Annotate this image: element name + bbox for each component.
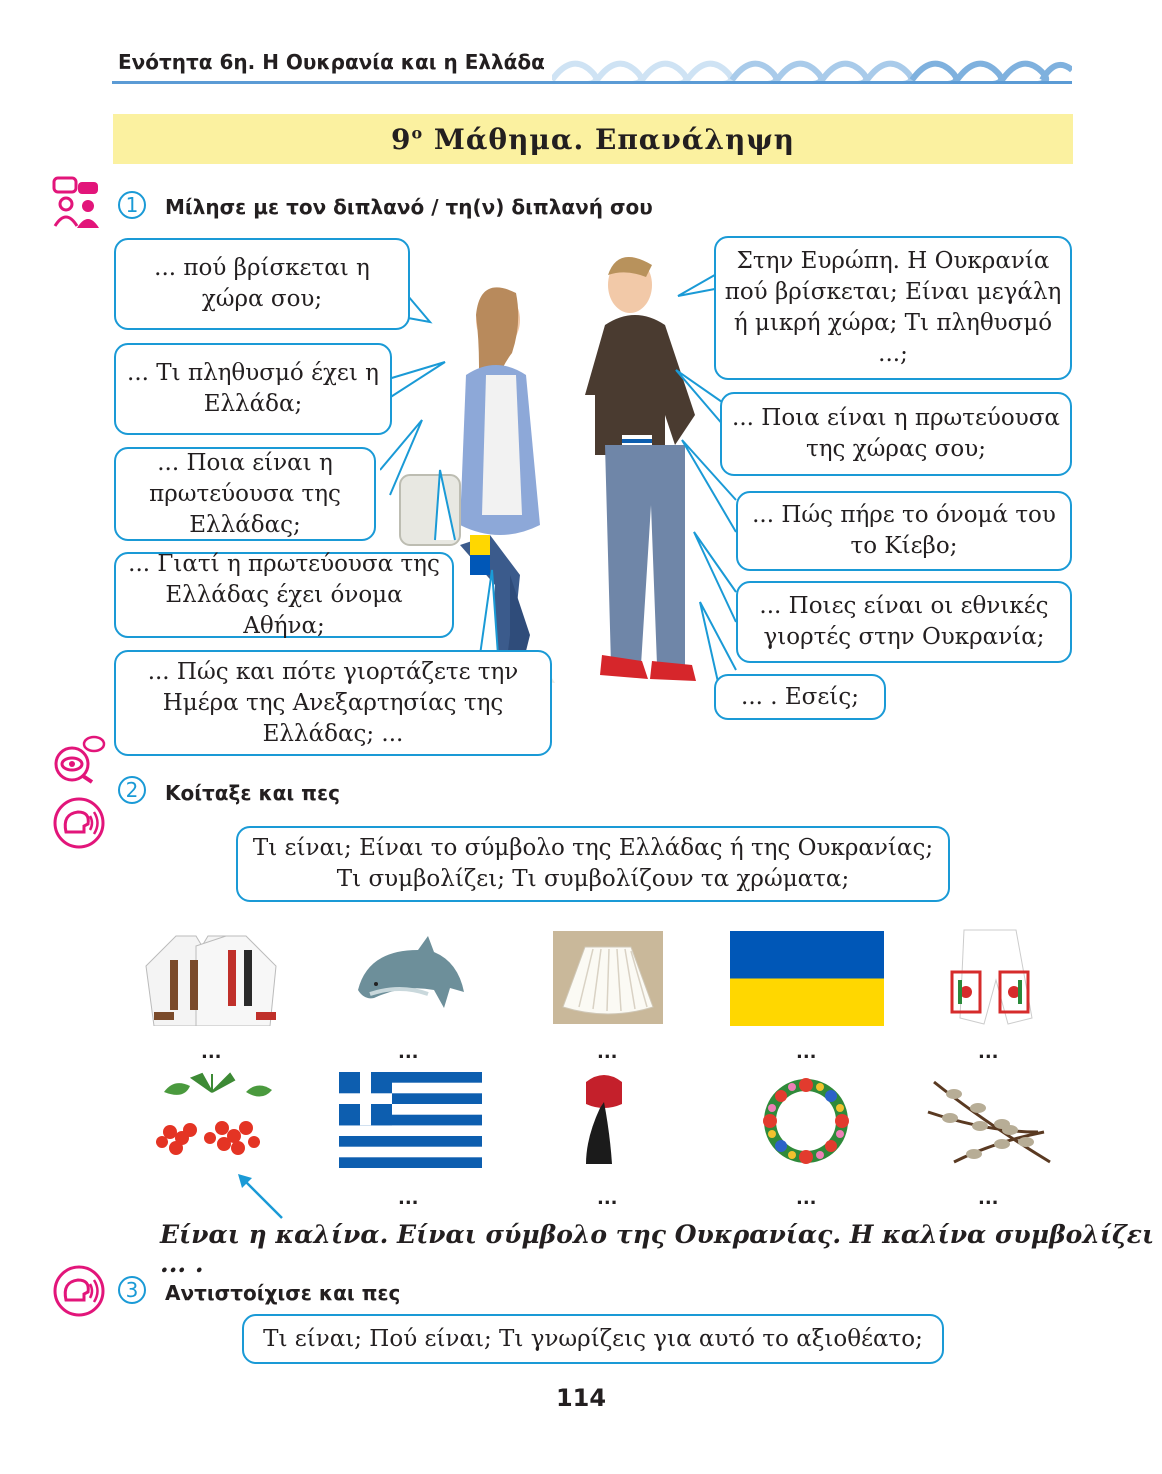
section-header-title: Ενότητα 6η. Η Ουκρανία και η Ελλάδα [118,50,545,74]
girl-bubble-4: ... Γιατί η πρωτεύουσα της Ελλάδας έχει όνομα Αθήνα; [114,552,454,638]
answer-placeholder: ... [398,1042,419,1063]
task-2-label: Κοίταξε και πες [165,781,340,805]
boy-bubble-1: Στην Ευρώπη. Η Ουκρανία πού βρίσκεται; Είναι μεγάλη ή μικρή χώρα; Τι πληθυσμό ...; [714,236,1072,380]
greece-flag-icon [339,1072,482,1168]
boy-bubble-4: ... Ποιες είναι οι εθνικές γιορτές στην Ουκρανία; [736,581,1072,663]
tsarouhi-fez-tassel-icon [574,1072,634,1168]
pointer-arrow-icon [234,1170,286,1222]
lesson-title-band [113,114,1073,164]
embroidered-shirts-icon [140,926,282,1026]
answer-placeholder: ... [978,1188,999,1209]
answer-placeholder: ... [201,1042,222,1063]
answer-placeholder: ... [597,1188,618,1209]
pussy-willow-icon [924,1072,1056,1168]
embroidered-towel-icon [946,928,1034,1026]
boy-bubble-2: ... Ποια είναι η πρωτεύουσα της χώρας σου; [720,392,1072,476]
task-2-prompt-line-1: Τι είναι; Είναι το σύμβολο της Ελλάδας ή της Ουκρανίας; [252,835,934,861]
speak-icon [52,796,106,850]
dolphin-icon [350,930,468,1022]
answer-placeholder: ... [796,1188,817,1209]
task-1-label: Μίλησε με τον διπλανό / τη(ν) διπλανή σου [165,195,653,219]
girl-bubble-2: ... Τι πληθυσμό έχει η Ελλάδα; [114,343,392,435]
answer-placeholder: ... [978,1042,999,1063]
look-icon [52,734,108,784]
example-sentence: Είναι η καλίνα. Είναι σύμβολο της Ουκρανίας. Η καλίνα συμβολίζει ... . [160,1220,1155,1278]
boy-bubble-5: ... . Εσείς; [714,674,886,720]
task-3-label: Αντιστοίχισε και πες [165,1281,401,1305]
fustanella-skirt-icon [553,931,663,1024]
answer-placeholder: ... [398,1188,419,1209]
task-1-number: 1 [118,191,146,219]
wave-ornament-icon [552,46,1072,84]
task-2-number: 2 [118,776,146,804]
speak-icon [52,1264,106,1318]
page-number: 114 [555,1384,607,1412]
task-2-prompt-bubble [236,826,950,902]
header-rule [112,81,1072,84]
lesson-title: $9^o$ Μάθημα. Επανάληψη [390,122,796,156]
answer-placeholder: ... [796,1042,817,1063]
ukraine-flag-icon [730,931,884,1026]
answer-placeholder: ... [597,1042,618,1063]
girl-bubble-1: ... πού βρίσκεται η χώρα σου; [114,238,410,330]
girl-bubble-5: ... Πώς και πότε γιορτάζετε την Ημέρα της Ανεξαρτησίας της Ελλάδας; ... [114,650,552,756]
task-3-number: 3 [118,1276,146,1304]
flower-wreath-icon [756,1072,856,1170]
pair-talk-icon [52,176,104,230]
task-2-prompt-line-2: Τι συμβολίζει; Τι συμβολίζουν τα χρώματα; [336,866,850,892]
task-3-prompt-bubble: Τι είναι; Πού είναι; Τι γνωρίζεις για αυτό το αξιοθέατο; [242,1314,944,1364]
girl-bubble-3: ... Ποια είναι η πρωτεύουσα της Ελλάδας; [114,447,376,541]
boy-bubble-3: ... Πώς πήρε το όνομά του το Κίεβο; [736,491,1072,571]
kalyna-berries-icon [150,1072,274,1168]
